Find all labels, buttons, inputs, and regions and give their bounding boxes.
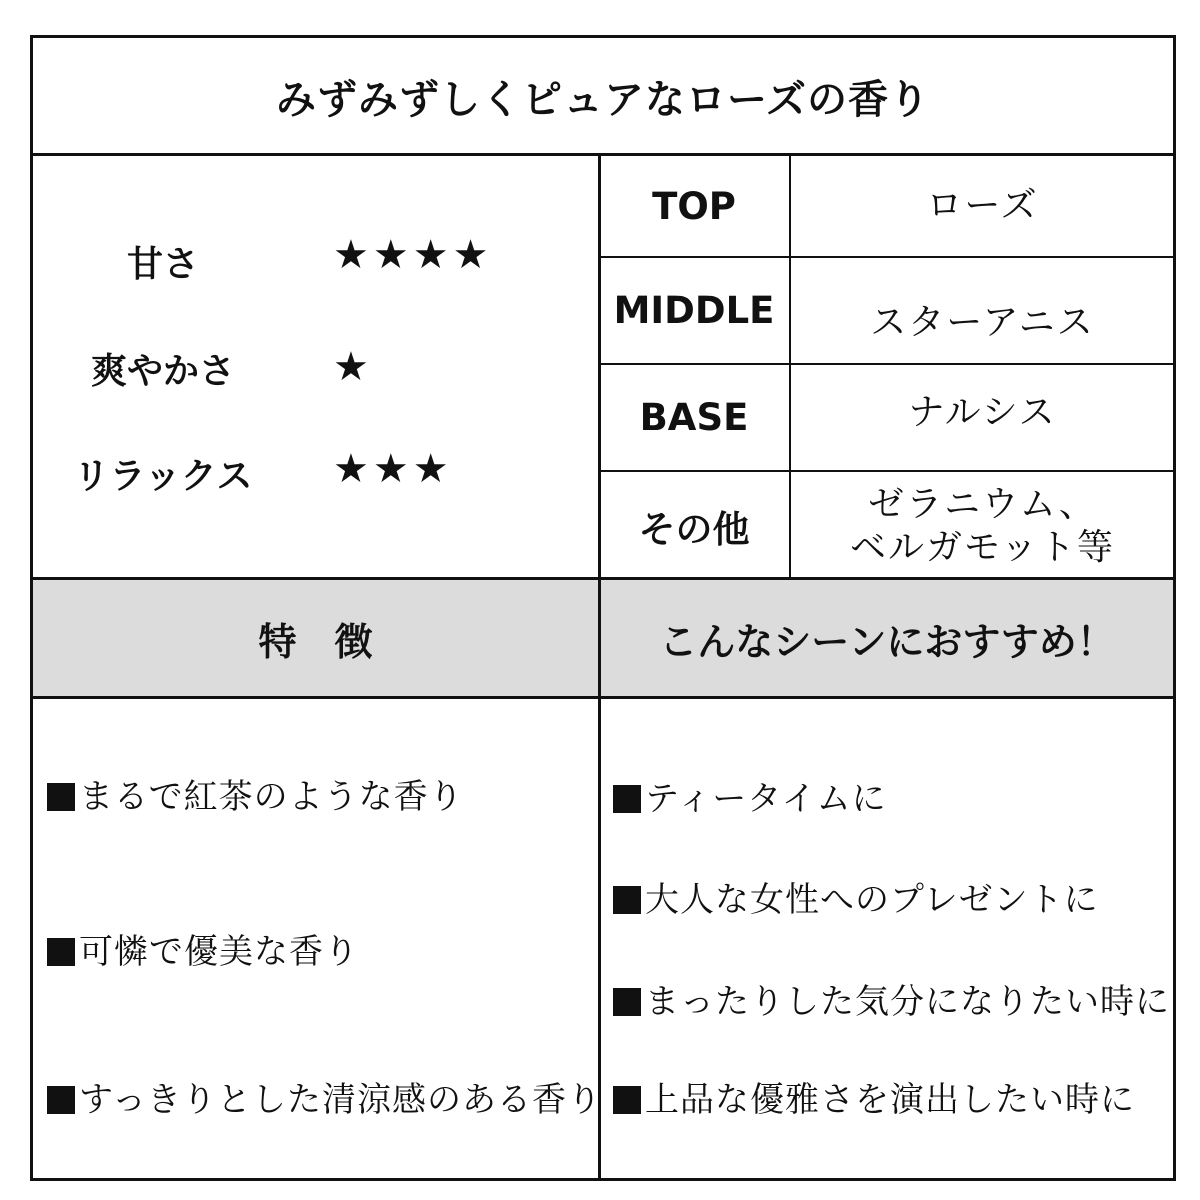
- note-value-other-line1: ゼラニウム、: [868, 483, 1097, 525]
- rating-stars-sweetness: ★★★★: [333, 232, 493, 278]
- note-value-other: [792, 472, 1173, 580]
- note-key-middle: MIDDLE: [613, 289, 775, 332]
- black-square-icon: [47, 1086, 75, 1114]
- rating-label-relax: リラックス: [73, 456, 253, 497]
- features-heading: 特 徴: [33, 580, 598, 696]
- note-value-middle: スターアニス: [870, 301, 1095, 343]
- black-square-icon: [613, 785, 641, 813]
- note-key-base: BASE: [639, 396, 749, 439]
- rating-label-freshness: 爽やかさ: [90, 351, 235, 392]
- card-title: みずみずしくピュアなローズの香り: [276, 76, 930, 123]
- note-value-top: ローズ: [926, 185, 1039, 227]
- note-value-other-line2: ベルガモット等: [850, 527, 1115, 568]
- divider: [33, 696, 1173, 699]
- fragrance-card: [30, 35, 1176, 1181]
- scene-item: ティータイムに: [613, 771, 887, 820]
- note-key-top: TOP: [652, 184, 736, 228]
- scene-item: 大人な女性へのプレゼントに: [613, 872, 1099, 921]
- note-key-other: その他: [638, 508, 750, 551]
- black-square-icon: [47, 938, 75, 966]
- black-square-icon: [613, 988, 641, 1016]
- feature-item: まるで紅茶のような香り: [47, 769, 464, 818]
- feature-item: 可憐で優美な香り: [47, 924, 359, 973]
- feature-item: すっきりとした清涼感のある香り: [47, 1072, 602, 1121]
- rating-label-sweetness: 甘さ: [126, 244, 199, 285]
- divider: [789, 154, 791, 580]
- rating-stars-freshness: ★: [333, 344, 373, 390]
- rating-stars-relax: ★★★: [333, 446, 453, 492]
- note-value-base: ナルシス: [908, 391, 1057, 433]
- scene-item: まったりした気分になりたい時に: [613, 974, 1170, 1023]
- black-square-icon: [613, 1086, 641, 1114]
- black-square-icon: [47, 783, 75, 811]
- black-square-icon: [613, 886, 641, 914]
- scenes-heading: こんなシーンにおすすめ！: [601, 580, 1173, 696]
- scene-item: 上品な優雅さを演出したい時に: [613, 1072, 1135, 1121]
